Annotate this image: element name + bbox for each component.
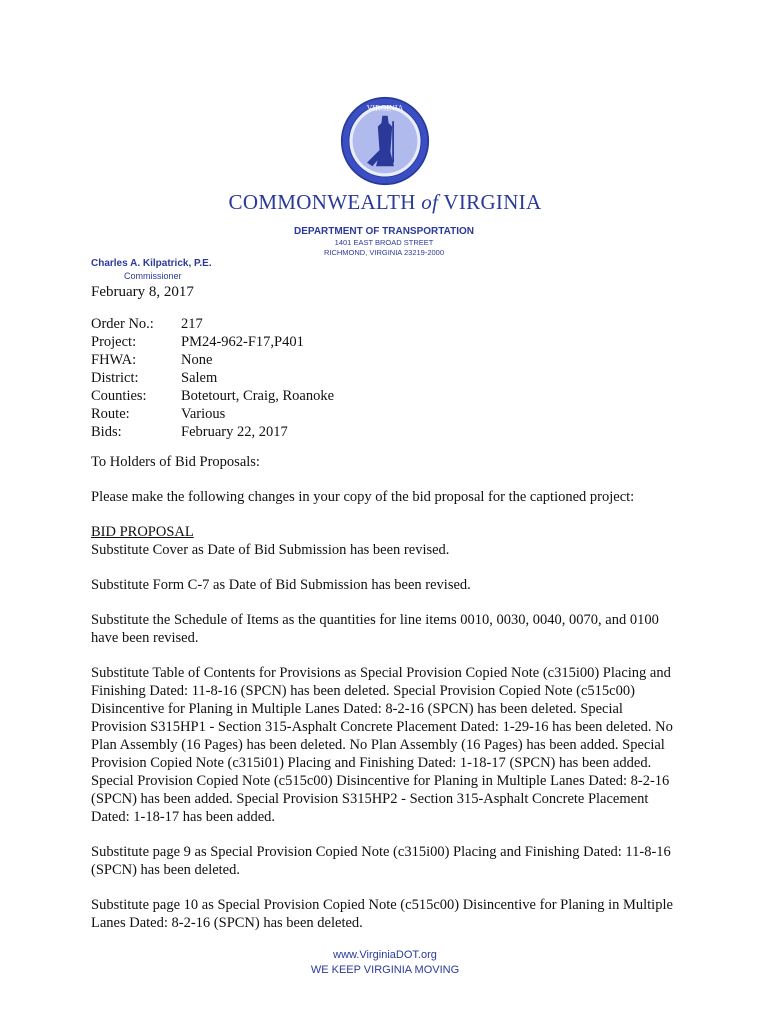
para-page-9: Substitute page 9 as Special Provision Copied Note (c315i00) Placing and Finishing Dated: 11-8-16 (SPCN) has been deleted.	[91, 844, 671, 878]
detail-value: Botetourt, Craig, Roanoke	[181, 388, 335, 404]
detail-value: February 22, 2017	[181, 424, 288, 440]
para-table-of-contents: Substitute Table of Contents for Provisions as Special Provision Copied Note (c315i00) Placing and Finishing Dated: 11-8-16 (SPCN) has been deleted. Special Provision Copied Note (c515c00) Disincentive for Planing in Multiple Lanes Dated: 8-2-16 (SPCN) has been deleted. Special Provision S315HP1 - Section 315-Asphalt Concrete Placement Dated: 1-29-16 has been deleted. No Plan Assembly (16 Pages) has been deleted. No Plan Assembly (16 Pages) has been added. Special Provision Copied Note (c315i01) Placing and Finishing Dated: 1-18-17 (SPCN) has been added. Special Provision Copied Note (c515c00) Disincentive for Planing in Multiple Lanes Dated: 8-2-16 (SPCN) has been added. Special Provision S315HP2 - Section 315-Asphalt Concrete Placement Dated: 1-18-17 has been added.	[91, 665, 673, 825]
detail-label: FHWA:	[91, 352, 137, 368]
department-address	[284, 238, 484, 258]
detail-label: Route:	[91, 406, 130, 422]
brand-of: of	[421, 190, 439, 214]
detail-label: Project:	[91, 334, 137, 350]
detail-value: Salem	[181, 370, 218, 386]
detail-label: Order No.:	[91, 316, 154, 332]
commissioner-block	[91, 258, 212, 281]
detail-value: Various	[181, 406, 226, 422]
detail-row	[91, 315, 334, 333]
letterhead-brand	[0, 190, 770, 215]
seal-text: VIRGINIA	[366, 103, 404, 113]
para-schedule-items: Substitute the Schedule of Items as the quantities for line items 0010, 0030, 0040, 0070, and 0100 have been revised.	[91, 612, 659, 646]
para-form-c7: Substitute Form C-7 as Date of Bid Submission has been revised.	[91, 577, 471, 593]
intro-paragraph: Please make the following changes in your copy of the bid proposal for the captioned project:	[91, 489, 635, 505]
detail-row	[91, 405, 334, 423]
department-name: DEPARTMENT OF TRANSPORTATION	[294, 226, 474, 237]
para-page-10: Substitute page 10 as Special Provision Copied Note (c515c00) Disincentive for Planing in Multiple Lanes Dated: 8-2-16 (SPCN) has been deleted.	[91, 897, 673, 931]
address-city: RICHMOND, VIRGINIA 23219-2000	[323, 248, 445, 257]
address-street: 1401 EAST BROAD STREET	[334, 238, 434, 247]
detail-label: Counties:	[91, 388, 147, 404]
letter-body	[91, 283, 681, 949]
detail-row	[91, 423, 334, 441]
detail-row	[91, 333, 334, 351]
detail-value: None	[181, 352, 213, 368]
detail-row	[91, 369, 334, 387]
footer	[0, 948, 770, 978]
section-heading: BID PROPOSAL	[91, 524, 194, 540]
detail-row	[91, 351, 334, 369]
footer-website-link[interactable]: www.VirginiaDOT.org	[333, 949, 437, 961]
commissioner-name: Charles A. Kilpatrick, P.E.	[91, 258, 212, 269]
virginia-seal-icon	[340, 96, 430, 186]
letter-date: February 8, 2017	[91, 284, 194, 300]
detail-label: Bids:	[91, 424, 122, 440]
footer-slogan: WE KEEP VIRGINIA MOVING	[310, 964, 460, 976]
detail-value: PM24-962-F17,P401	[181, 334, 304, 350]
brand-commonwealth: COMMONWEALTH	[228, 190, 416, 214]
detail-value: 217	[181, 316, 203, 332]
detail-row	[91, 387, 334, 405]
brand-virginia: VIRGINIA	[443, 190, 542, 214]
para-cover: Substitute Cover as Date of Bid Submission has been revised.	[91, 542, 450, 558]
project-details-table	[91, 315, 334, 441]
detail-label: District:	[91, 370, 139, 386]
commissioner-title: Commissioner	[124, 271, 182, 281]
salutation: To Holders of Bid Proposals:	[91, 454, 260, 470]
